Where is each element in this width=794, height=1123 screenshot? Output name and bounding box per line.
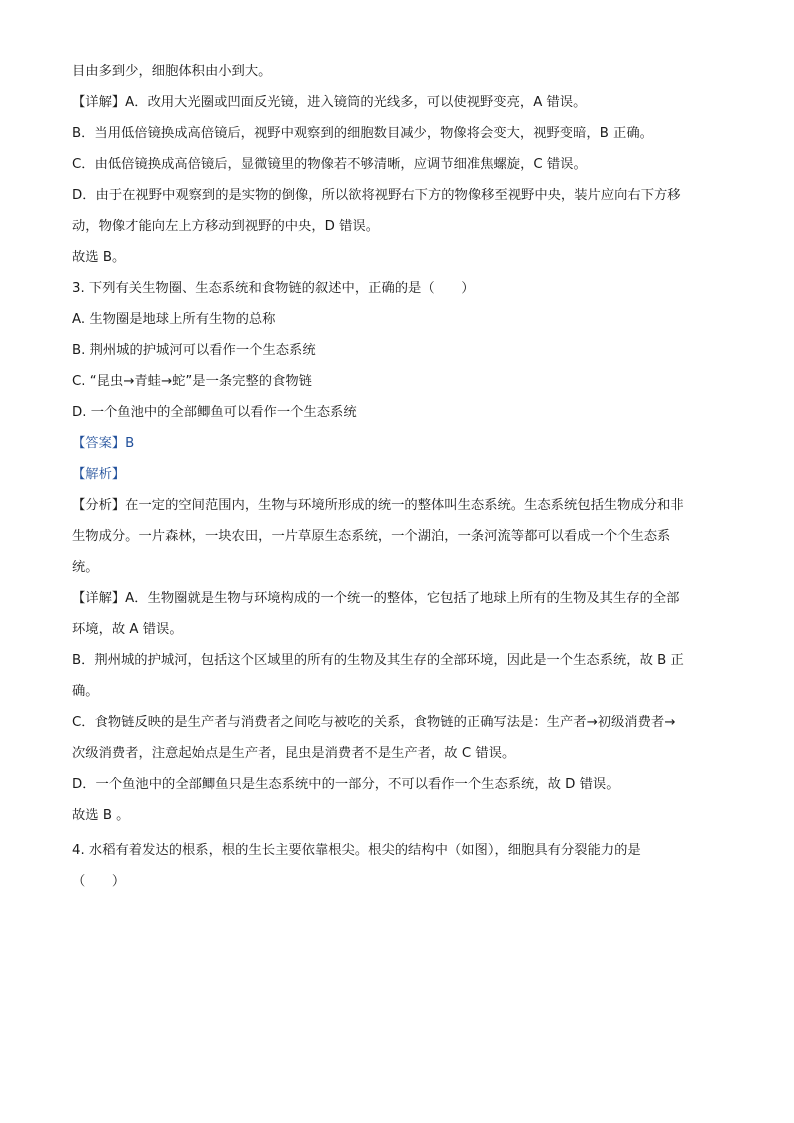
question-3-option-c: C. “昆虫→青蛙→蛇”是一条完整的食物链 [72,374,312,389]
detail-a-text-2: 环境，故 A 错误。 [72,622,183,637]
text-line-detail-a: 【详解】A．改用大光圈或凹面反光镜，进入镜筒的光线多，可以使视野变亮，A 错误。 [72,95,587,110]
answer-label: 【答案】B [72,436,135,451]
text-line-detail-c: C．由低倍镜换成高倍镜后，显微镜里的物像若不够清晰，应调节细准焦螺旋，C 错误。 [72,157,587,172]
question-4-stem: 4. 水稻有着发达的根系，根的生长主要依靠根尖。根尖的结构中（如图），细胞具有分裂能力的是 [72,843,641,858]
analysis-text-3: 统。 [72,560,99,575]
text-line-detail-b: B．当用低倍镜换成高倍镜后，视野中观察到的细胞数目减少，物像将会变大，视野变暗，B 正确。 [72,126,653,141]
document-content [72,62,722,892]
detail-b-text-2: 确。 [72,684,99,699]
text-line-detail-d-cont: 动，物像才能向左上方移动到视野的中央，D 错误。 [72,219,379,234]
text-line-detail-d: D．由于在视野中观察到的是实物的倒像，所以欲将视野右下方的物像移至视野中央，装片应向右下方移 [72,188,681,203]
answer-choice-b: 故选 B 。 [72,808,130,823]
detail-d-text: D．一个鱼池中的全部鲫鱼只是生态系统中的一部分，不可以看作一个生态系统，故 D 错误。 [72,777,620,792]
text-line-continuation: 目由多到少，细胞体积由小到大。 [72,64,272,79]
analysis-text-1: 【分析】在一定的空间范围内，生物与环境所形成的统一的整体叫生态系统。生态系统包括生物成分和非 [72,498,684,513]
question-3-option-a: A. 生物圈是地球上所有生物的总称 [72,312,276,327]
text-line-answer-choice: 故选 B。 [72,250,126,265]
detail-a-text-1: 【详解】A．生物圈就是生物与环境构成的一个统一的整体，它包括了地球上所有的生物及其生存的全部 [72,591,680,606]
detail-c-text-1: C．食物链反映的是生产者与消费者之间吃与被吃的关系，食物链的正确写法是：生产者→初级消费者→ [72,715,676,730]
question-3-option-d: D. 一个鱼池中的全部鲫鱼可以看作一个生态系统 [72,405,357,420]
analysis-label: 【解析】 [72,467,126,482]
analysis-text-2: 生物成分。一片森林，一块农田，一片草原生态系统，一个湖泊，一条河流等都可以看成一个个生态系 [72,529,671,544]
detail-b-text-1: B．荆州城的护城河，包括这个区域里的所有的生物及其生存的全部环境，因此是一个生态系统，故 B 正 [72,653,684,668]
question-4-blank: （ ） [72,874,126,889]
question-3-option-b: B. 荆州城的护城河可以看作一个生态系统 [72,343,316,358]
detail-c-text-2: 次级消费者，注意起始点是生产者，昆虫是消费者不是生产者，故 C 错误。 [72,746,516,761]
question-3-stem: 3. 下列有关生物圈、生态系统和食物链的叙述中，正确的是（ ） [72,281,475,296]
